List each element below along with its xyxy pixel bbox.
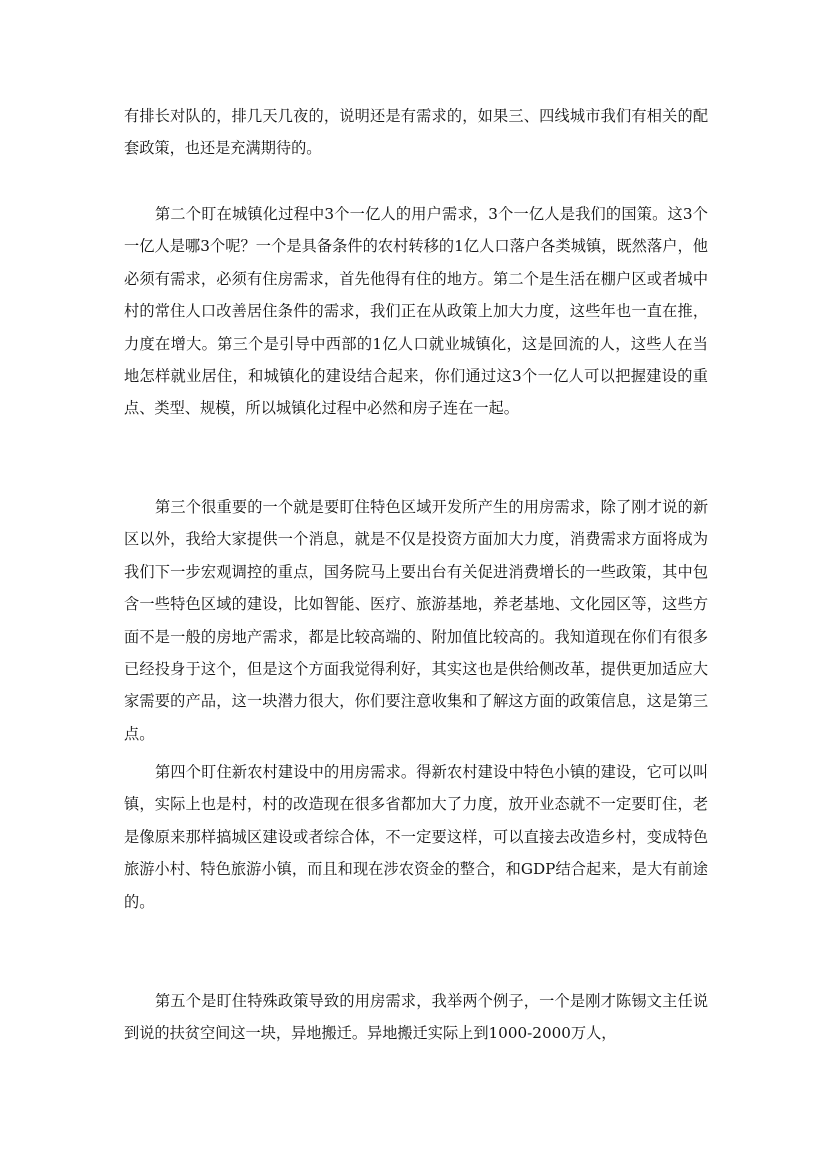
paragraph-3: 第三个很重要的一个就是要盯住特色区域开发所产生的用房需求，除了刚才说的新区以外，我给大家提供一个消息，就是不仅是投资方面加大力度，消费需求方面将成为我们下一步宏观调控的重点，国务院马上要出台有关促进消费增长的一些政策，其中包含一些特色区域的建设，比如智能、医疗、旅游基地，养老基地、文化园区等，这些方面不是一般的房地产需求，都是比较高端的、附加值比较高的。我知道现在你们有很多已经投身于这个，但是这个方面我觉得利好，其实这也是供给侧改革，提供更加适应大家需要的产品，这一块潜力很大，你们要注意收集和了解这方面的政策信息，这是第三点。 xyxy=(124,498,708,743)
paragraph-4: 第四个盯住新农村建设中的用房需求。得新农村建设中特色小镇的建设，它可以叫镇，实际上也是村，村的改造现在很多省都加大了力度，放开业态就不一定要盯住，老是像原来那样搞城区建设或者综合体，不一定要这样，可以直接去改造乡村，变成特色旅游小村、特色旅游小镇，而且和现在涉农资金的整合，和GDP结合起来，是大有前途的。 xyxy=(124,763,708,911)
paragraph-5: 第五个是盯住特殊政策导致的用房需求，我举两个例子，一个是刚才陈锡文主任说到说的扶贫空间这一块，异地搬迁。异地搬迁实际上到1000-2000万人， xyxy=(124,992,708,1043)
paragraph-2: 第二个盯在城镇化过程中3个一亿人的用户需求，3个一亿人是我们的国策。这3个一亿人是哪3个呢？一个是具备条件的农村转移的1亿人口落户各类城镇，既然落户，他必须有需求，必须有住房需求，首先他得有住的地方。第二个是生活在棚户区或者城中村的常住人口改善居住条件的需求，我们正在从政策上加大力度，这些年也一直在推，力度在增大。第三个是引导中西部的1亿人口就业城镇化，这是回流的人，这些人在当地怎样就业居住，和城镇化的建设结合起来，你们通过这3个一亿人可以把握建设的重点、类型、规模，所以城镇化过程中必然和房子连在一起。 xyxy=(124,205,708,418)
paragraph-1: 有排长对队的，排几天几夜的，说明还是有需求的，如果三、四线城市我们有相关的配套政策，也还是充满期待的。 xyxy=(124,107,708,158)
